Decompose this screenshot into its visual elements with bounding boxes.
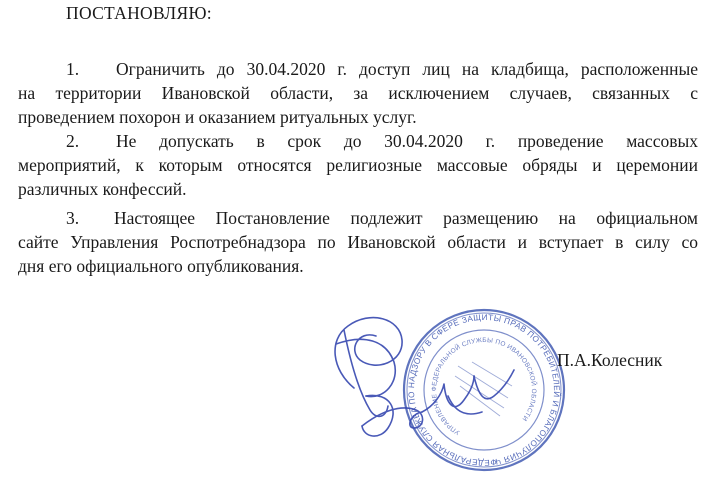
item-3-line-1 xyxy=(18,206,698,230)
item-3-line-3: дня его официального опубликования. xyxy=(18,256,304,276)
handwritten-signature xyxy=(314,300,524,450)
item-3-number: 3. xyxy=(66,208,80,228)
stamp-outer-text: ФЕДЕРАЛЬНАЯ СЛУЖБА ПО НАДЗОРУ В СФЕРЕ ЗАЩИТЫ ПРАВ ПОТРЕБИТЕЛЕЙ И БЛАГОПОЛУЧИЯ ЧЕЛОВЕКА xyxy=(406,312,562,468)
item-1-line-3: проведением похорон и оказанием ритуальных услуг. xyxy=(18,107,417,127)
item-2-text-1: Не допускать в срок до 30.04.2020 г. проведение массовых xyxy=(116,131,698,151)
resolution-heading: ПОСТАНОВЛЯЮ: xyxy=(66,3,212,23)
item-2-line-2: мероприятий, к которым относятся религиозные массовые обряды и церемонии xyxy=(18,155,698,175)
item-3-line-2: сайте Управления Роспотребнадзора по Ивановской области и вступает в силу со xyxy=(18,232,698,252)
item-1-number: 1. xyxy=(66,59,80,79)
item-2-number: 2. xyxy=(66,131,80,151)
signer-name: П.А.Колесник xyxy=(557,350,663,370)
stamp-inner-text: УПРАВЛЕНИЕ ФЕДЕРАЛЬНОЙ СЛУЖБЫ ПО ИВАНОВСКОЙ ОБЛАСТИ xyxy=(430,336,538,436)
item-1-line-2: на территории Ивановской области, за исключением случаев, связанных с xyxy=(18,83,698,103)
item-2-line-1 xyxy=(18,129,698,153)
item-3-text-1: Настоящее Постановление подлежит размещению на официальном xyxy=(114,208,698,228)
item-1-line-1 xyxy=(18,57,698,81)
item-2-line-3: различных конфессий. xyxy=(18,179,187,199)
item-1-text-1: Ограничить до 30.04.2020 г. доступ лиц на кладбища, расположенные xyxy=(116,59,698,79)
